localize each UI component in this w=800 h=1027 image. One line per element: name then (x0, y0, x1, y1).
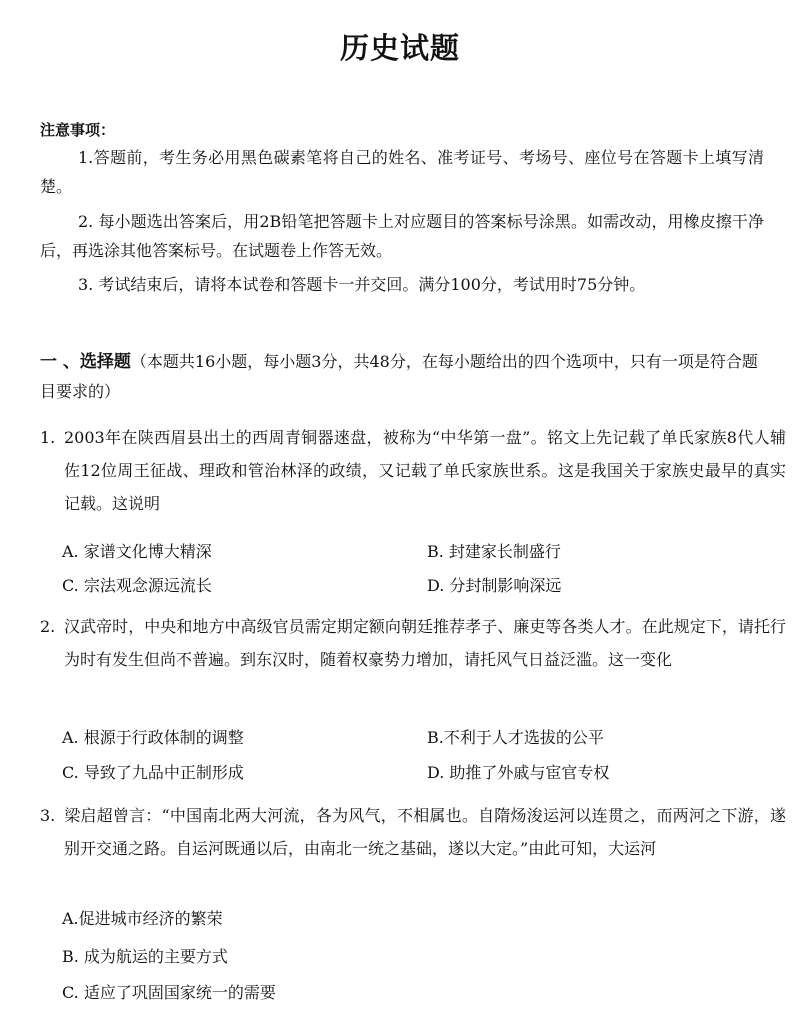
q1-option-c: C. 宗法观念源远流长 (62, 576, 212, 595)
q3-option-c: C. 适应了巩固国家统一的需要 (62, 983, 276, 1002)
notice-item-3: 3. 考试结束后，请将本试卷和答题卡一并交回。满分100分，考试用时75分钟。 (78, 275, 646, 294)
q2-option-c: C. 导致了九品中正制形成 (62, 763, 244, 782)
question-text: 梁启超曾言：“中国南北两大河流，各为风气，不相属也。自隋炀浚运河以连贯之，而两河之下游，遂别开交通之路。自运河既通以后，由南北一统之基础，遂以大定。”由此可知，大运河 (64, 806, 786, 858)
notice-item-1: 1.答题前，考生务必用黑色碳素笔将自己的姓名、准考证号、考场号、座位号在答题卡上填写清楚。 (40, 148, 764, 196)
notice-item-2: 2. 每小题选出答案后，用2B铅笔把答题卡上对应题目的答案标号涂黑。如需改动，用橡皮擦干净后，再选涂其他答案标号。在试题卷上作答无效。 (40, 212, 764, 260)
q1-option-b: B. 封建家长制盛行 (427, 542, 561, 561)
question-number: 1. (40, 428, 56, 447)
q3-option-a: A.促进城市经济的繁荣 (62, 909, 223, 928)
q2-option-d: D. 助推了外戚与宦官专权 (427, 763, 610, 782)
q2-option-a: A. 根源于行政体制的调整 (62, 728, 244, 747)
section-label: 一 、选择题 (40, 352, 131, 372)
question-text: 汉武帝时，中央和地方中高级官员需定期定额向朝廷推荐孝子、廉吏等各类人才。在此规定下，请托行为时有发生但尚不普遍。到东汉时，随着权豪势力增加，请托风气日益泛滥。这一变化 (64, 617, 786, 669)
q2-option-b: B.不利于人才选拔的公平 (427, 728, 604, 747)
question-number: 2. (40, 617, 56, 636)
question-text: 2003年在陕西眉县出土的西周青铜器逨盘，被称为“中华第一盘”。铭文上先记载了单氏家族8代人辅佐12位周王征战、理政和管治林泽的政绩，又记载了单氏家族世系。这是我国关于家族史最早的真实记载。这说明 (64, 428, 786, 513)
q1-option-a: A. 家谱文化博大精深 (62, 542, 212, 561)
page-title: 历史试题 (339, 31, 460, 65)
question-2-stem (40, 610, 786, 676)
notice-heading: 注意事项： (40, 121, 116, 139)
q1-option-d: D. 分封制影响深远 (427, 576, 562, 595)
question-number: 3. (40, 806, 56, 825)
question-1-stem (40, 421, 786, 520)
q3-option-b: B. 成为航运的主要方式 (62, 947, 228, 966)
section-description: （本题共16小题，每小题3分，共48分，在每小题给出的四个选项中，只有一项是符合题目要求的） (40, 352, 758, 401)
section-header (40, 347, 764, 407)
question-3-stem (40, 799, 786, 865)
